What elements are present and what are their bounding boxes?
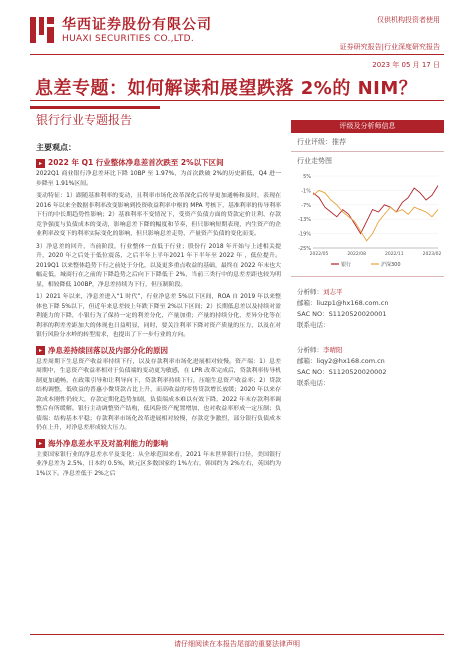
sidebar-divider (291, 276, 444, 277)
x-tick-label: 2023/02 (422, 252, 442, 257)
analyst-role: 分析师： (297, 346, 323, 354)
analyst-block-1 (291, 287, 444, 331)
analyst-block-2 (291, 345, 444, 389)
paragraph-4: 1）2021 年以来，净息差进入“1 时代”，行业净息差 5%以下区间，ROA 自 2019 年以来整体也下降 5%以下，但近年来息差较上年跌下降至 2%以下区间；2）长期低息差以及持续对盈利能力的下降，小银行为了保持一定的利差分化，产量加重；产量的持续分化，差异分化等在利率的利差差距加大的体现也日益明显，同时，要关注利率下降对资产质量的压力，以及在对银行风险分水岭的转型需求，也提出了下一步行业的方向。 (36, 294, 281, 338)
y-tick-label: -19% (298, 231, 311, 238)
section-bullet-icon: ▸ (36, 346, 45, 355)
section-heading-3 (36, 438, 281, 449)
analyst-role: 分析师： (297, 288, 323, 296)
analyst-email[interactable]: liqy2@hx168.com.cn (316, 357, 385, 365)
info-sidebar (291, 120, 444, 389)
brand-logo (30, 17, 54, 43)
report-type: 证券研究报告|行业深度研究报告 (339, 43, 440, 51)
trend-label: 行业走势图 (297, 157, 332, 165)
report-date: 2023 年 05 月 17 日 (372, 61, 440, 69)
section-heading-2 (36, 345, 281, 356)
phone-label: 联系电话： (297, 321, 330, 329)
y-tick-label: -25% (298, 246, 311, 252)
footer-divider (30, 634, 444, 635)
analyst-name: 李晴阳 (323, 346, 343, 354)
section-heading-1 (36, 157, 281, 168)
section-title: 净息差持续回落以及内部分化的原因 (48, 345, 168, 355)
sac-label: SAC NO： (297, 310, 329, 318)
industry-rating: 行业评级：推荐 (297, 138, 346, 146)
report-subtitle: 银行行业专题报告 (36, 113, 133, 127)
analyst-email[interactable]: liuzp1@hx168.com.cn (316, 299, 389, 307)
section-title: 海外净息差水平及对盈利能力的影响 (48, 438, 168, 448)
page-title: 息差专题：如何解读和展望跌落 2%的 NIM？ (35, 78, 418, 99)
footer-disclaimer[interactable]: 请仔细阅读在本报告尾部的重要法律声明 (174, 640, 300, 648)
y-tick-label: -7% (301, 202, 311, 209)
brand-name-en: HUAXI SECURITIES CO.,LTD. (62, 34, 195, 44)
analyst-sac: S1120520020002 (328, 368, 387, 376)
email-label: 邮箱： (297, 299, 317, 307)
phone-label: 联系电话： (297, 379, 330, 387)
legend-label: 沪深300 (381, 262, 401, 268)
y-tick-label: -1% (301, 188, 311, 195)
investor-note: 仅供机构投资者使用 (377, 16, 440, 24)
trend-chart (291, 170, 444, 270)
section-bullet-icon: ▸ (36, 439, 45, 448)
x-tick-label: 2022/11 (384, 252, 404, 257)
paragraph-2: 变动特征：1）跟随基准利率的变动，且利率市场化改革深化后传导更加通畅和及时，表现在 2016 年以来全数据非利率改变影响到投资收益利率中枢的 MPA 考核下，基准利率的传导利率下行的中长期趋势性影响；2）基准利率不变情况下，受资产负债方面的贷款定价让利、存款竞争强度与负债成本的变动，影响息差下降的幅度和节奏，但只影响短期表现，内生资产的企业利率改变下的利率实际变化的影响，但只影响息差走势，产量资产负债的变化而变。 (36, 193, 281, 237)
email-label: 邮箱： (297, 357, 317, 365)
rating-header: 评级及分析师信息 (291, 120, 444, 133)
title-divider (30, 100, 444, 101)
header-divider (30, 54, 444, 55)
brand-name-cn: 华西证券股份有限公司 (62, 17, 212, 33)
section-title: 2022 年 Q1 行业整体净息差首次跌至 2%以下区间 (48, 158, 224, 167)
trend-chart-svg (291, 170, 444, 270)
y-tick-label: 5% (303, 174, 311, 180)
paragraph-5: 息差周期下生息资产收益率持续下行，以及存款利率市场化进展相对较慢。资产端：1）息差周期中，生息资产收益率相对于负债端的变动更为敏感，在 LPR 改革完成后，贷款利率传导机制更加通畅，在政策引导和让利导向下，贷款利率持续下行，压缩生息资产收益率；2）贷款结构调整，低收益的普惠小微贷款占比上升，而高收益的零售贷款增长放缓；2020 年以来存款成本刚性仍较大，存款定期化趋势加剧，负债端成本难以有效下降，2022 年末存款利率调整后有所缓解。银行主动调整资产结构，低风险资产配置增加，也对收益率形成一定压制；负债端：结构基本平稳；存款利率市场化改革进展相对较慢，存款竞争激烈，部分银行负债成本仍在上升，对净息差形成较大压力。 (36, 358, 281, 431)
legend-label: 银行 (341, 262, 352, 268)
analyst-name: 刘志平 (323, 288, 343, 296)
main-body (36, 142, 281, 482)
key-points-heading: 主要观点： (36, 143, 76, 152)
x-tick-label: 2022/05 (309, 252, 329, 257)
analyst-sac: S1120520020001 (328, 310, 387, 318)
y-tick-label: -13% (298, 217, 311, 224)
series-line-2 (313, 190, 438, 240)
sac-label: SAC NO： (297, 368, 329, 376)
paragraph-3: 3）净息差的回升，当前阶段，行业整体一直低于行业；股份行 2018 年开始与上述相关提升，2020 年之后处于低位震荡，之后半年上半年2021 年下半年至 2022 年 ，低位提升。2019Q1 以来整体趋势下行之前处于分化，以及更多重点收益的基础，最终在 2022 年末也大幅走低，城商行在之前的下降趋势之后向下下降低于 2%，当前三类行中的息差差距也较为明显，相较降低 100BP，净息差持续为下行，但压制阶段。 (36, 243, 281, 288)
section-bullet-icon: ▸ (36, 159, 45, 168)
paragraph-6: 主要国家银行业的净息差水平及变化：从全球范围来看，2021 年末世界银行口径，美国银行业净息差为 2.5%，日本约 0.5%，欧元区多数国家约 1%左右，韩国约为 2%左右，英国约为 1%以下。净息差低于 2%之后 (36, 451, 281, 477)
paragraph-1: 2022Q1 商业银行净息差环比下降 10BP 至 1.97%，为首次跌破 2%的历史新低，Q4 进一步降至 1.91%区间。 (36, 171, 281, 187)
x-tick-label: 2022/08 (347, 252, 367, 257)
title-accent (30, 106, 160, 109)
